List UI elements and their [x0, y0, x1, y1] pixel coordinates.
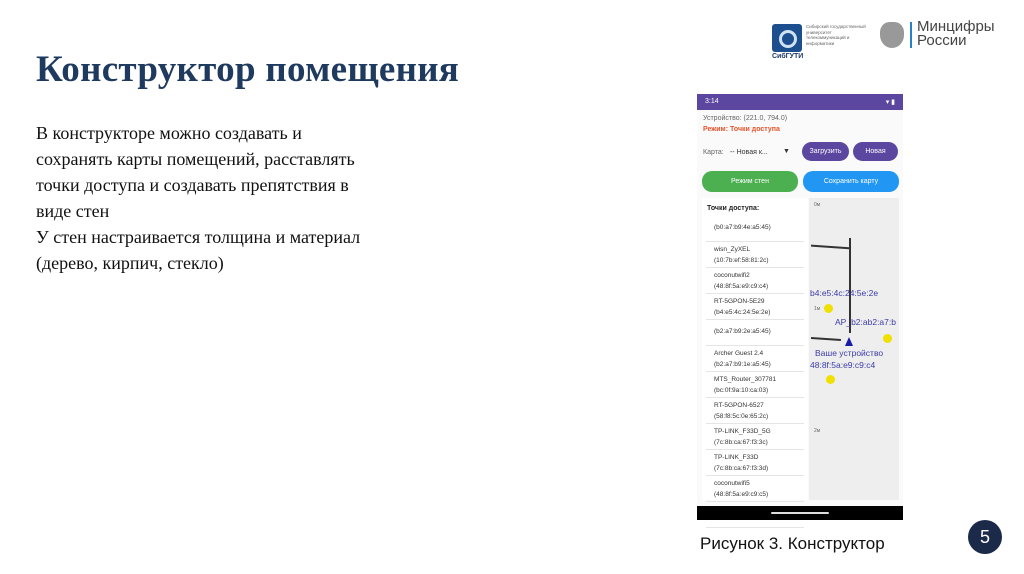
wall[interactable] [811, 245, 851, 249]
ministry-line: Минцифры [917, 18, 995, 35]
chevron-down-icon[interactable]: ▼ [783, 148, 790, 155]
sibguti-logo-icon [772, 24, 802, 52]
access-point-item[interactable] [706, 268, 804, 294]
access-point-item[interactable] [706, 398, 804, 424]
ap-mac: (b4:e5:4c:24:5e:2e) [714, 308, 771, 316]
ap-mac: (48:8f:5a:e9:c9:c4) [714, 282, 769, 290]
ap-ssid: MTS_Router_307781 [714, 376, 777, 383]
ap-ssid: TP-LINK_F33D [714, 454, 759, 461]
ap-ssid: RT-5GPON-5E29 [714, 298, 765, 305]
device-coords: Устройство: (221.0, 794.0) [703, 115, 788, 122]
ap-ssid: TP-LINK_F33D_5G [714, 428, 771, 435]
status-icons: ▾ ▮ [885, 99, 895, 106]
sibguti-logo-caption: СибГУТИ [772, 53, 804, 60]
ap-mac: (10:7b:ef:58:81:2c) [714, 256, 769, 264]
body-line: виде стен [36, 201, 110, 221]
ap-mac: (bc:0f:9a:10:ca:03) [714, 386, 769, 394]
scale-label: 0м [814, 202, 821, 208]
device-arrow-icon [845, 337, 853, 346]
mode-label: Режим: Точки доступа [703, 126, 780, 133]
ap-ssid: RT-5GPON-6527 [714, 402, 764, 409]
device-label: Ваше устройство [815, 348, 884, 358]
ap-mac: (b0:a7:b9:4e:a5:45) [714, 224, 771, 232]
ministry-line: России [917, 32, 967, 49]
access-point-marker[interactable] [824, 304, 833, 313]
coat-of-arms-icon [880, 22, 904, 48]
map-select[interactable]: -- Новая к... [730, 149, 768, 156]
slide-title: Конструктор помещения [36, 49, 460, 90]
slide-body [36, 120, 456, 276]
walls-mode-button[interactable]: Режим стен [702, 171, 798, 192]
access-point-list[interactable] [702, 198, 808, 500]
ap-ssid: coconutwifi2 [714, 272, 750, 279]
access-point-marker[interactable] [883, 334, 892, 343]
room-map[interactable] [809, 198, 899, 500]
ap-mac: (7c:8b:ca:67:f3:3d) [714, 464, 769, 472]
device-mac: 48:8f:5a:e9:c9:c4 [810, 360, 876, 370]
device-marker [826, 375, 835, 384]
phone-screenshot [697, 94, 903, 520]
access-point-item[interactable] [706, 320, 804, 346]
ap-mac: (7c:8b:ca:67:f3:3c) [714, 438, 768, 446]
status-time: 3:14 [705, 98, 719, 105]
ap-mac: (48:8f:5a:e9:c9:c5) [714, 490, 769, 498]
ap-ssid: Archer Guest 2.4 [714, 350, 764, 357]
body-line: (дерево, кирпич, стекло) [36, 253, 224, 273]
list-header: Точки доступа: [707, 205, 760, 212]
map-label: Карта: [703, 149, 724, 156]
figure-caption: Рисунок 3. Конструктор [700, 534, 885, 553]
scale-label: 1м [814, 306, 821, 312]
wall[interactable] [811, 337, 841, 341]
status-bar [697, 94, 903, 110]
access-point-item[interactable] [706, 346, 804, 372]
ap-mac: (b2:a7:b9:1e:a5:45) [714, 360, 771, 368]
navigation-bar[interactable] [697, 506, 903, 520]
access-point-item[interactable] [706, 450, 804, 476]
access-point-item[interactable] [706, 372, 804, 398]
save-map-button[interactable]: Сохранить карту [803, 171, 899, 192]
ministry-logo [917, 20, 995, 48]
body-line: В конструкторе можно создавать и [36, 123, 302, 143]
ap-label: b4:e5:4c:24:5e:2e [810, 288, 879, 298]
scale-label: 2м [814, 428, 821, 434]
access-point-item[interactable] [706, 476, 804, 502]
page-number: 5 [968, 520, 1002, 554]
body-line: точки доступа и создавать препятствия в [36, 175, 349, 195]
load-button[interactable]: Загрузить [802, 142, 849, 161]
ap-ssid: coconutwifi5 [714, 480, 750, 487]
body-line: сохранять карты помещений, расставлять [36, 149, 355, 169]
ap-label: AP_b2:ab2:a7:b [835, 317, 896, 327]
ap-mac: (58:f8:5c:0e:65:2c) [714, 412, 769, 420]
access-point-item[interactable] [706, 424, 804, 450]
access-point-item[interactable] [706, 216, 804, 242]
access-point-item[interactable] [706, 242, 804, 268]
ap-ssid: wisn_ZyXEL [714, 246, 751, 253]
ap-mac: (b2:a7:b9:2e:a5:45) [714, 328, 771, 336]
new-button[interactable]: Новая [853, 142, 898, 161]
access-point-item[interactable] [706, 294, 804, 320]
body-line: У стен настраивается толщина и материал [36, 227, 361, 247]
logo-divider [910, 22, 912, 48]
sibguti-logo-text: Сибирский государственный университет телекоммуникаций и информатики [806, 24, 866, 46]
